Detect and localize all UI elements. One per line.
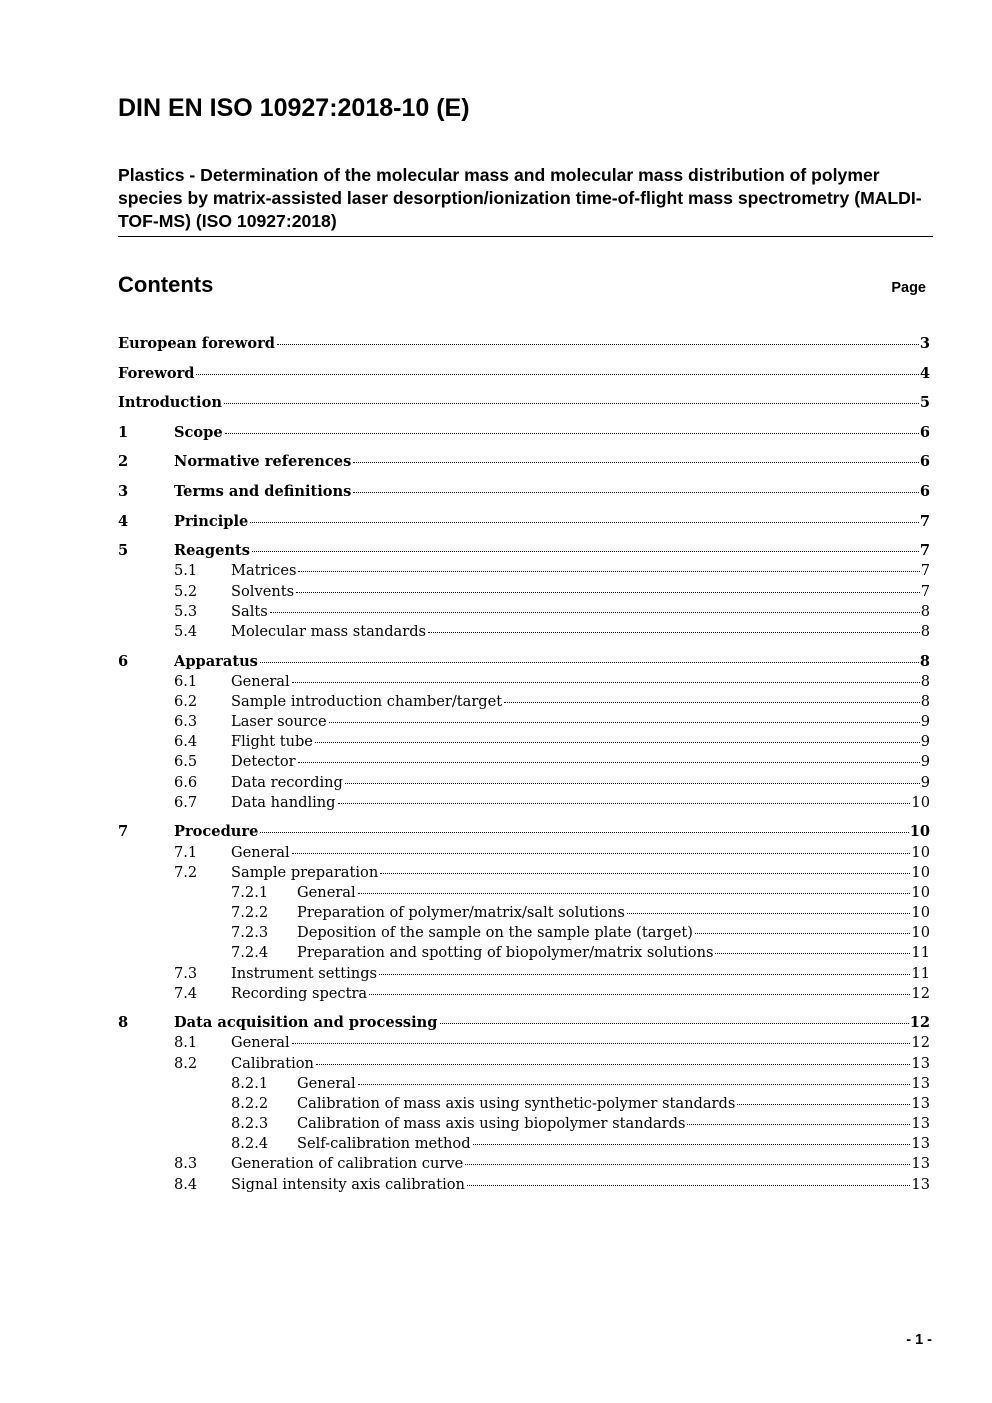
toc-entry-number: 2 <box>118 453 129 470</box>
toc-entry-page: 8 <box>920 673 930 690</box>
toc-entry-page: 4 <box>919 365 930 382</box>
toc-dot-leader <box>353 492 918 493</box>
toc-entry[interactable] <box>118 561 930 581</box>
toc-entry-label: Recording spectra <box>231 985 368 1002</box>
toc-dot-leader <box>467 1185 910 1186</box>
toc-entry-number: 6.7 <box>174 794 198 811</box>
toc-entry[interactable] <box>118 964 930 984</box>
toc-entry-page: 6 <box>919 453 930 470</box>
toc-dot-leader <box>260 832 908 833</box>
toc-entry-label: Self-calibration method <box>297 1135 471 1152</box>
toc-entry[interactable] <box>118 512 930 532</box>
toc-entry-label: Deposition of the sample on the sample plate (target) <box>297 924 693 941</box>
toc-entry-page: 12 <box>911 985 930 1002</box>
toc-entry-page: 9 <box>920 713 930 730</box>
toc-entry-label: General <box>297 884 356 901</box>
toc-entry-label: Detector <box>231 753 296 770</box>
toc-entry-label: General <box>231 673 290 690</box>
toc-entry-page: 10 <box>911 924 930 941</box>
toc-entry-page: 7 <box>920 583 930 600</box>
toc-entry[interactable] <box>118 712 930 732</box>
toc-dot-leader <box>358 1084 911 1085</box>
toc-entry-page: 13 <box>911 1075 930 1092</box>
toc-entry[interactable] <box>118 393 930 413</box>
toc-entry-number: 6.2 <box>174 693 198 710</box>
page-column-label: Page <box>891 280 926 296</box>
toc-dot-leader <box>687 1124 910 1125</box>
toc-entry-label: Calibration <box>231 1055 314 1072</box>
toc-dot-leader <box>315 742 920 743</box>
toc-entry[interactable] <box>118 984 930 1004</box>
toc-dot-leader <box>379 974 910 975</box>
toc-entry[interactable] <box>118 423 930 443</box>
toc-dot-leader <box>428 632 920 633</box>
toc-entry[interactable] <box>118 1175 930 1195</box>
toc-entry-label: Principle <box>174 513 249 530</box>
toc-entry-number: 6.4 <box>174 733 198 750</box>
toc-entry-label: Solvents <box>231 583 295 600</box>
toc-entry[interactable] <box>118 793 930 813</box>
toc-dot-leader <box>627 913 911 914</box>
toc-entry-page: 10 <box>911 904 930 921</box>
toc-entry[interactable] <box>118 582 930 602</box>
toc-entry-label: Data acquisition and processing <box>174 1014 438 1031</box>
toc-entry[interactable] <box>118 452 930 472</box>
toc-entry[interactable] <box>118 1013 930 1033</box>
toc-entry-number: 7.2.3 <box>231 924 269 941</box>
toc-entry-number: 7 <box>118 823 129 840</box>
document-subtitle: Plastics - Determination of the molecular mass and molecular mass distribution of polymer species by matrix-assisted laser desorption/ionization time-of-flight mass spectrometry (MALDI-TOF-MS) (ISO 10927:2018) <box>118 164 933 237</box>
toc-entry-number: 6 <box>118 653 129 670</box>
toc-entry-page: 8 <box>920 623 930 640</box>
toc-dot-leader <box>277 344 919 345</box>
toc-entry-label: European foreword <box>118 335 275 352</box>
toc-entry[interactable] <box>118 863 930 883</box>
toc-entry-number: 7.2.2 <box>231 904 269 921</box>
toc-entry-number: 4 <box>118 513 129 530</box>
toc-entry-number: 8.2.4 <box>231 1135 269 1152</box>
toc-entry[interactable] <box>118 541 930 561</box>
toc-entry-label: Apparatus <box>174 653 258 670</box>
toc-dot-leader <box>225 433 919 434</box>
toc-entry-page: 10 <box>911 884 930 901</box>
toc-entry-page: 7 <box>920 562 930 579</box>
toc-entry-number: 6.3 <box>174 713 198 730</box>
toc-entry-label: Laser source <box>231 713 327 730</box>
toc-dot-leader <box>504 702 920 703</box>
toc-entry-label: Normative references <box>174 453 352 470</box>
toc-entry[interactable] <box>118 652 930 672</box>
toc-entry-page: 7 <box>919 513 930 530</box>
toc-dot-leader <box>380 873 910 874</box>
toc-entry-number: 7.4 <box>174 985 198 1002</box>
toc-dot-leader <box>298 571 919 572</box>
toc-entry-page: 6 <box>919 483 930 500</box>
toc-entry-page: 12 <box>911 1034 930 1051</box>
toc-dot-leader <box>270 612 920 613</box>
toc-entry-number: 7.2 <box>174 864 198 881</box>
toc-entry[interactable] <box>118 482 930 502</box>
toc-dot-leader <box>737 1104 910 1105</box>
toc-entry-label: Salts <box>231 603 268 620</box>
toc-entry-label: Terms and definitions <box>174 483 352 500</box>
toc-entry-page: 9 <box>920 753 930 770</box>
toc-entry-page: 11 <box>911 965 930 982</box>
toc-entry-label: Sample introduction chamber/target <box>231 693 503 710</box>
toc-entry-page: 10 <box>911 864 930 881</box>
toc-dot-leader <box>345 783 920 784</box>
contents-heading: Contents <box>118 272 214 297</box>
toc-entry-label: Sample preparation <box>231 864 379 881</box>
toc-dot-leader <box>260 662 919 663</box>
toc-entry[interactable] <box>118 1054 930 1074</box>
toc-entry-page: 8 <box>919 653 930 670</box>
toc-entry-number: 1 <box>118 424 129 441</box>
toc-dot-leader <box>465 1164 910 1165</box>
toc-entry-number: 8.2.3 <box>231 1115 269 1132</box>
toc-entry[interactable] <box>118 903 930 923</box>
toc-entry-number: 8.3 <box>174 1155 198 1172</box>
toc-entry-number: 5.2 <box>174 583 198 600</box>
toc-entry-label: General <box>231 844 290 861</box>
toc-entry[interactable] <box>118 1134 930 1154</box>
toc-dot-leader <box>252 551 919 552</box>
toc-dot-leader <box>440 1023 909 1024</box>
toc-entry[interactable] <box>118 943 930 963</box>
toc-entry-number: 5.3 <box>174 603 198 620</box>
toc-entry-label: Molecular mass standards <box>231 623 427 640</box>
toc-entry-number: 7.1 <box>174 844 198 861</box>
toc-entry[interactable] <box>118 672 930 692</box>
toc-entry[interactable] <box>118 752 930 772</box>
toc-entry-label: Signal intensity axis calibration <box>231 1176 465 1193</box>
toc-entry-label: General <box>297 1075 356 1092</box>
toc-entry-label: Data handling <box>231 794 336 811</box>
toc-dot-leader <box>369 994 910 995</box>
toc-entry-number: 8.1 <box>174 1034 198 1051</box>
toc-entry-number: 5.1 <box>174 562 198 579</box>
toc-entry-number: 8.2.2 <box>231 1095 269 1112</box>
toc-entry-page: 7 <box>919 542 930 559</box>
toc-dot-leader <box>196 374 918 375</box>
toc-entry-number: 7.2.1 <box>231 884 269 901</box>
toc-dot-leader <box>224 403 919 404</box>
toc-entry[interactable] <box>118 732 930 752</box>
toc-dot-leader <box>250 522 919 523</box>
toc-entry-label: Procedure <box>174 823 259 840</box>
toc-entry-label: General <box>231 1034 290 1051</box>
toc-entry-label: Calibration of mass axis using synthetic-polymer standards <box>297 1095 736 1112</box>
toc-dot-leader <box>292 1043 911 1044</box>
toc-entry[interactable] <box>118 1094 930 1114</box>
toc-dot-leader <box>316 1064 910 1065</box>
toc-entry-page: 9 <box>920 733 930 750</box>
toc-entry-label: Calibration of mass axis using biopolymer standards <box>297 1115 686 1132</box>
toc-entry-label: Preparation of polymer/matrix/salt solutions <box>297 904 625 921</box>
toc-entry[interactable] <box>118 692 930 712</box>
toc-entry-page: 13 <box>911 1095 930 1112</box>
toc-entry-label: Foreword <box>118 365 195 382</box>
toc-entry-page: 12 <box>909 1014 930 1031</box>
toc-entry-number: 8.2 <box>174 1055 198 1072</box>
toc-entry-page: 5 <box>919 394 930 411</box>
toc-entry[interactable] <box>118 622 930 642</box>
document-title: DIN EN ISO 10927:2018-10 (E) <box>118 94 470 122</box>
page-number: - 1 - <box>906 1332 932 1348</box>
toc-entry-label: Reagents <box>174 542 250 559</box>
toc-dot-leader <box>329 722 920 723</box>
toc-dot-leader <box>296 592 920 593</box>
toc-dot-leader <box>292 682 920 683</box>
toc-entry-number: 6.5 <box>174 753 198 770</box>
toc-entry[interactable] <box>118 822 930 842</box>
toc-entry[interactable] <box>118 1074 930 1094</box>
toc-entry[interactable] <box>118 923 930 943</box>
toc-entry-label: Scope <box>174 424 223 441</box>
toc-dot-leader <box>338 803 911 804</box>
toc-dot-leader <box>473 1144 911 1145</box>
toc-entry-label: Preparation and spotting of biopolymer/matrix solutions <box>297 944 714 961</box>
toc-entry-page: 8 <box>920 603 930 620</box>
toc-entry-number: 7.3 <box>174 965 198 982</box>
toc-entry-page: 8 <box>920 693 930 710</box>
toc-dot-leader <box>695 933 910 934</box>
toc-entry-label: Flight tube <box>231 733 313 750</box>
toc-entry-label: Data recording <box>231 774 343 791</box>
toc-dot-leader <box>298 762 920 763</box>
toc-dot-leader <box>353 462 919 463</box>
toc-entry-page: 13 <box>911 1135 930 1152</box>
toc-entry-label: Instrument settings <box>231 965 378 982</box>
toc-entry-number: 8 <box>118 1014 129 1031</box>
toc-entry-number: 7.2.4 <box>231 944 269 961</box>
toc-entry-number: 5.4 <box>174 623 198 640</box>
toc-entry-page: 13 <box>911 1115 930 1132</box>
toc-entry[interactable] <box>118 1033 930 1053</box>
toc-entry-number: 8.2.1 <box>231 1075 269 1092</box>
toc-entry-page: 13 <box>911 1155 930 1172</box>
toc-entry-page: 11 <box>911 944 930 961</box>
toc-entry-label: Generation of calibration curve <box>231 1155 464 1172</box>
toc-entry[interactable] <box>118 334 930 354</box>
toc-entry-label: Matrices <box>231 562 297 579</box>
toc-entry-page: 6 <box>919 424 930 441</box>
toc-entry[interactable] <box>118 843 930 863</box>
toc-dot-leader <box>358 893 911 894</box>
toc-entry-page: 9 <box>920 774 930 791</box>
toc-entry-number: 6.6 <box>174 774 198 791</box>
toc-entry-number: 5 <box>118 542 129 559</box>
toc-entry[interactable] <box>118 1154 930 1174</box>
toc-entry[interactable] <box>118 364 930 384</box>
toc-entry-page: 3 <box>919 335 930 352</box>
toc-entry[interactable] <box>118 883 930 903</box>
toc-entry-number: 6.1 <box>174 673 198 690</box>
toc-entry-label: Introduction <box>118 394 222 411</box>
toc-entry-page: 10 <box>911 844 930 861</box>
toc-entry-page: 10 <box>911 794 930 811</box>
toc-entry-page: 13 <box>911 1055 930 1072</box>
toc-dot-leader <box>292 853 911 854</box>
toc-entry-number: 3 <box>118 483 129 500</box>
toc-entry-number: 8.4 <box>174 1176 198 1193</box>
toc-entry[interactable] <box>118 773 930 793</box>
toc-entry[interactable] <box>118 602 930 622</box>
toc-entry-page: 13 <box>911 1176 930 1193</box>
toc-entry[interactable] <box>118 1114 930 1134</box>
toc-dot-leader <box>715 953 910 954</box>
toc-entry-page: 10 <box>909 823 930 840</box>
